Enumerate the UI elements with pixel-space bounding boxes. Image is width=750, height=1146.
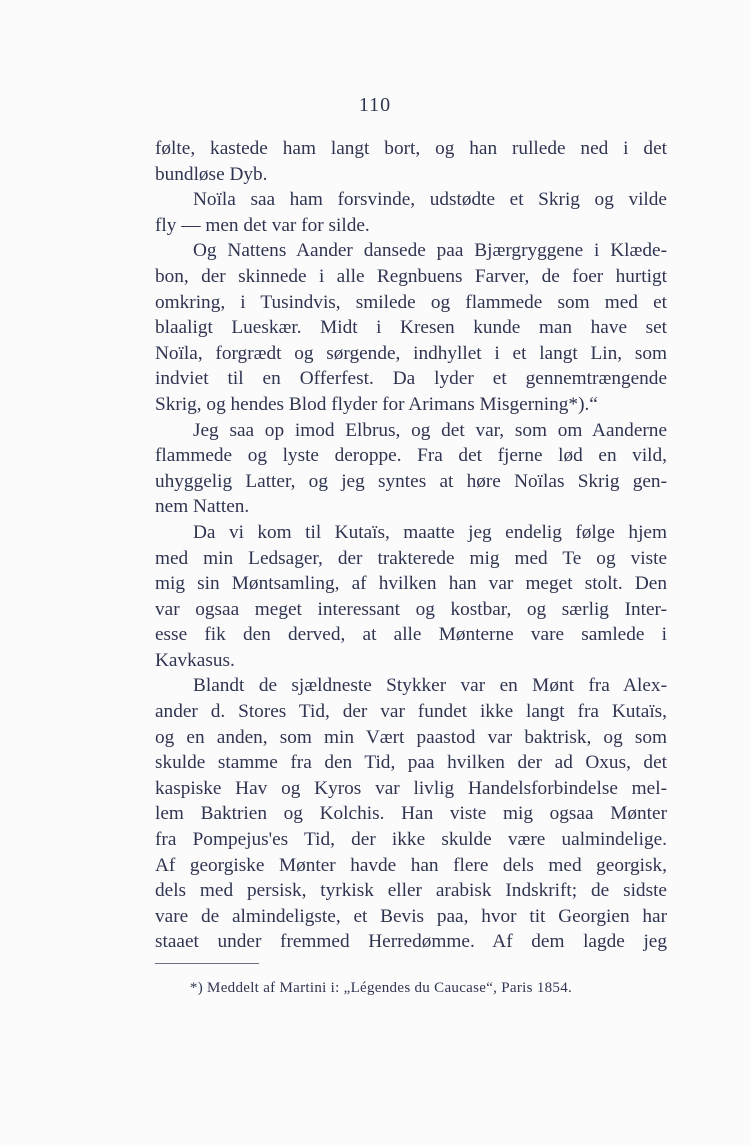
text-line: staaet under fremmed Herredømme. Af dem lagde jeg <box>155 931 667 953</box>
footnote-divider <box>155 963 259 964</box>
text-line: Kavkasus. <box>155 649 235 671</box>
page-number: 110 <box>358 94 392 116</box>
text-line: omkring, i Tusindvis, smilede og flammede som med et <box>155 291 667 313</box>
text-line: Noïla, forgrædt og sørgende, indhyllet i et langt Lin, som <box>155 342 667 364</box>
text-line: kaspiske Hav og Kyros var livlig Handelsforbindelse mel- <box>155 777 667 799</box>
text-line: flammede og lyste deroppe. Fra det fjerne lød en vild, <box>155 445 667 467</box>
text-line: fra Pompejus'es Tid, der ikke skulde være ualmindelige. <box>155 829 667 851</box>
text-line: var ogsaa meget interessant og kostbar, og særlig Inter- <box>155 598 667 620</box>
text-line: Skrig, og hendes Blod flyder for Arimans Misgerning*).“ <box>155 393 598 415</box>
text-line: uhyggelig Latter, og jeg syntes at høre Noïlas Skrig gen- <box>155 470 667 492</box>
text-line: og en anden, som min Vært paastod var baktrisk, og som <box>155 726 667 748</box>
text-line: ander d. Stores Tid, der var fundet ikke langt fra Kutaïs, <box>155 701 667 723</box>
text-line: mig sin Møntsamling, af hvilken han var meget stolt. Den <box>155 573 667 595</box>
text-line: dels med persisk, tyrkisk eller arabisk Indskrift; de sidste <box>155 880 667 902</box>
body-text <box>155 136 667 955</box>
text-line: Jeg saa op imod Elbrus, og det var, som om Aanderne <box>193 419 667 441</box>
text-line: indviet til en Offerfest. Da lyder et gennemtrængende <box>155 368 667 390</box>
text-line: fly — men det var for silde. <box>155 214 370 236</box>
text-line: Da vi kom til Kutaïs, maatte jeg endelig følge hjem <box>193 521 667 543</box>
text-line: Noïla saa ham forsvinde, udstødte et Skrig og vilde <box>193 189 667 211</box>
text-line: Og Nattens Aander dansede paa Bjærgryggene i Klæde- <box>193 240 667 262</box>
text-line: følte, kastede ham langt bort, og han rullede ned i det <box>155 138 667 159</box>
footnote: *) Meddelt af Martini i: „Légendes du Caucase“, Paris 1854. <box>189 980 573 996</box>
text-line: vare de almindeligste, et Bevis paa, hvor tit Georgien har <box>155 905 667 927</box>
text-line: lem Baktrien og Kolchis. Han viste mig ogsaa Mønter <box>155 803 667 825</box>
text-line: esse fik den derved, at alle Mønterne vare samlede i <box>155 624 667 646</box>
text-line: med min Ledsager, der trakterede mig med Te og viste <box>155 547 667 569</box>
text-line: Blandt de sjældneste Stykker var en Mønt fra Alex- <box>193 675 667 697</box>
text-line: blaaligt Lueskær. Midt i Kresen kunde man have set <box>155 317 667 339</box>
text-line: nem Natten. <box>155 496 250 518</box>
text-line: Af georgiske Mønter havde han flere dels med georgisk, <box>155 854 667 876</box>
text-line: bundløse Dyb. <box>155 163 268 185</box>
text-line: bon, der skinnede i alle Regnbuens Farver, de foer hurtigt <box>155 265 667 287</box>
text-line: skulde stamme fra den Tid, paa hvilken der ad Oxus, det <box>155 752 667 774</box>
